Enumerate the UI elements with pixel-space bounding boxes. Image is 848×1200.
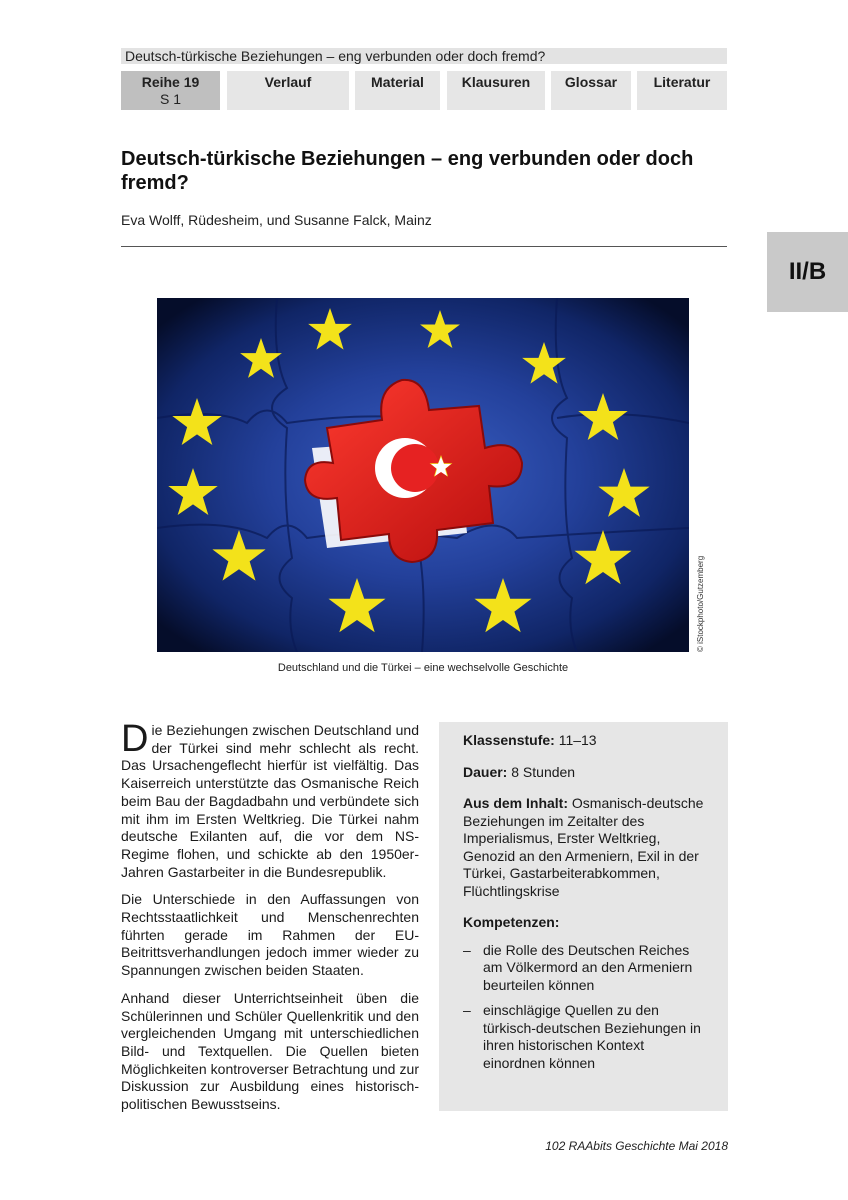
paragraph-1: [121, 718, 419, 881]
eu-turkey-puzzle-image: [157, 298, 689, 652]
list-item: – einschlägige Quellen zu den türkisch-deutschen Beziehungen in ihren historischen Kontext einordnen können: [463, 1002, 701, 1071]
info-box: [439, 722, 728, 1111]
paragraph-3: Anhand dieser Unterrichtseinheit üben die Schülerinnen und Schüler Quellenkritik und den vergleichenden Umgang mit unterschiedlichen Bild- und Textquellen. Die Quellen bieten Möglichkeiten kontroverser Betrachtung und zur Diskussion zur Ausbildung eines historisch-politischen Bewusstseins.: [121, 989, 419, 1113]
inhalt: Aus dem Inhalt: Osmanisch-deutsche Beziehungen im Zeitalter des Imperialismus, Erster Weltkrieg, Genozid an den Armeniern, Exil in der Türkei, Gastarbeiterabkommen, Flüchtlingskrise: [463, 795, 704, 899]
nav-reihe-label: Reihe 19: [141, 74, 200, 90]
nav-verlauf[interactable]: Verlauf: [227, 71, 349, 110]
nav-reihe[interactable]: [121, 71, 220, 110]
intro-text: [121, 718, 419, 1124]
kompetenzen-list: [463, 942, 704, 1073]
section-tab: II/B: [767, 232, 848, 312]
image-credit: © iStockphoto/Gutzemberg: [696, 555, 705, 652]
nav-material[interactable]: Material: [355, 71, 440, 110]
list-item: – die Rolle des Deutschen Reiches am Völkermord an den Armeniern beurteilen können: [463, 941, 693, 993]
authors: Eva Wolff, Rüdesheim, und Susanne Falck, Mainz: [121, 212, 432, 228]
nav-literatur[interactable]: Literatur: [637, 71, 727, 110]
paragraph-2: Die Unterschiede in den Auffassungen von Rechtsstaatlichkeit und Menschenrechten führten gerade im Rahmen der EU-Beitrittsverhandlungen jedoch immer wieder zu Spannungen zwischen beiden Staaten.: [121, 891, 419, 979]
nav-glossar[interactable]: Glossar: [551, 71, 631, 110]
drop-cap: D: [121, 718, 149, 760]
footer-issue: 102 RAAbits Geschichte Mai 2018: [545, 1139, 728, 1153]
divider: [121, 246, 727, 247]
kompetenzen-heading: Kompetenzen:: [463, 914, 560, 930]
klassenstufe: Klassenstufe: 11–13: [463, 732, 597, 748]
dauer: Dauer: 8 Stunden: [463, 763, 576, 780]
nav-klausuren[interactable]: Klausuren: [447, 71, 545, 110]
paragraph-1-text: ie Beziehungen zwischen Deutschland und der Türkei sind mehr schlecht als recht. Das Ursachengeflecht hierfür ist vielfältig. Das Kaiserreich unterstützte das Osmanische Reich beim Bau der Bagdadbahn und verbündete sich mit ihm im Ersten Weltkrieg. Die Türkei nahm deutsche Exilanten auf, die vor dem NS-Regime flohen, und schickte ab den 1950er-Jahren Gastarbeiter in die Bundesrepublik.: [121, 722, 419, 880]
series-title-bar: Deutsch-türkische Beziehungen – eng verbunden oder doch fremd?: [121, 48, 727, 64]
image-caption: Deutschland und die Türkei – eine wechselvolle Geschichte: [277, 662, 569, 674]
nav-reihe-page: S 1: [159, 91, 181, 107]
page-title: Deutsch-türkische Beziehungen – eng verbunden oder doch fremd?: [121, 148, 694, 194]
